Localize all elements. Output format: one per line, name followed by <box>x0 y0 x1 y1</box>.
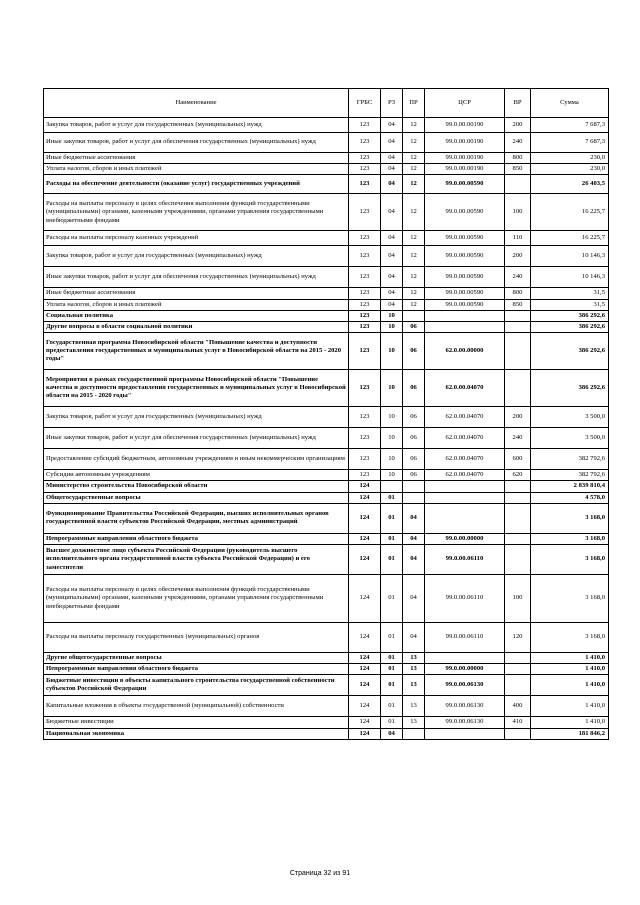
cell-pr: 12 <box>403 164 425 175</box>
cell-grbs: 123 <box>349 310 381 321</box>
cell-csr <box>425 322 505 333</box>
cell-vr <box>505 728 531 739</box>
cell-sum: 3 168,0 <box>531 533 609 544</box>
cell-pr: 12 <box>403 133 425 153</box>
cell-pr: 04 <box>403 533 425 544</box>
cell-csr: 99.0.00.06130 <box>425 696 505 717</box>
table-row <box>44 664 609 675</box>
cell-sum: 181 846,2 <box>531 728 609 739</box>
cell-grbs: 123 <box>349 299 381 310</box>
cell-grbs: 123 <box>349 164 381 175</box>
budget-table <box>43 88 609 740</box>
cell-vr: 600 <box>505 449 531 470</box>
cell-vr <box>505 503 531 533</box>
cell-csr: 62.0.00.04070 <box>425 407 505 428</box>
cell-rz: 10 <box>381 407 403 428</box>
cell-pr <box>403 728 425 739</box>
cell-grbs: 124 <box>349 696 381 717</box>
cell-sum: 386 292,6 <box>531 333 609 370</box>
cell-rz: 01 <box>381 664 403 675</box>
cell-vr: 200 <box>505 118 531 133</box>
cell-csr: 99.0.00.06130 <box>425 717 505 728</box>
cell-grbs: 123 <box>349 288 381 299</box>
cell-grbs: 124 <box>349 492 381 503</box>
table-row <box>44 288 609 299</box>
cell-name: Закупка товаров, работ и услуг для государственных (муниципальных) нужд <box>44 407 349 428</box>
table-row <box>44 653 609 664</box>
cell-name: Национальная экономика <box>44 728 349 739</box>
header-grbs: ГРБС <box>349 89 381 118</box>
cell-pr: 12 <box>403 231 425 246</box>
cell-vr <box>505 310 531 321</box>
cell-name: Социальная политика <box>44 310 349 321</box>
cell-name: Расходы на выплаты персоналу государственных (муниципальных) органов <box>44 623 349 653</box>
cell-rz: 04 <box>381 728 403 739</box>
table-row <box>44 370 609 407</box>
cell-grbs: 124 <box>349 545 381 575</box>
cell-csr: 62.0.00.04070 <box>425 449 505 470</box>
cell-csr <box>425 653 505 664</box>
cell-pr <box>403 481 425 492</box>
cell-vr <box>505 533 531 544</box>
cell-sum: 2 839 810,4 <box>531 481 609 492</box>
cell-grbs: 124 <box>349 575 381 623</box>
cell-csr: 99.0.00.00000 <box>425 664 505 675</box>
cell-grbs: 123 <box>349 246 381 267</box>
cell-name: Капитальные вложения в объекты государственной (муниципальной) собственности <box>44 696 349 717</box>
table-row <box>44 164 609 175</box>
table-row <box>44 717 609 728</box>
cell-csr <box>425 310 505 321</box>
cell-sum: 4 578,0 <box>531 492 609 503</box>
cell-name: Предоставление субсидий бюджетным, автономным учреждениям и иным некоммерческим организациям <box>44 449 349 470</box>
cell-grbs: 124 <box>349 728 381 739</box>
cell-csr: 99.0.00.00590 <box>425 175 505 194</box>
page-footer: Страница 32 из 91 <box>289 870 351 877</box>
cell-rz: 01 <box>381 503 403 533</box>
cell-rz: 04 <box>381 118 403 133</box>
cell-pr: 13 <box>403 653 425 664</box>
cell-vr: 850 <box>505 164 531 175</box>
header-rz: РЗ <box>381 89 403 118</box>
cell-csr: 62.0.00.00000 <box>425 333 505 370</box>
cell-rz: 04 <box>381 246 403 267</box>
cell-vr: 110 <box>505 231 531 246</box>
cell-csr: 62.0.00.04070 <box>425 470 505 481</box>
table-row <box>44 175 609 194</box>
cell-vr <box>505 175 531 194</box>
cell-vr <box>505 322 531 333</box>
cell-sum: 3 168,0 <box>531 503 609 533</box>
cell-vr: 120 <box>505 623 531 653</box>
cell-csr: 99.0.00.00590 <box>425 231 505 246</box>
cell-name: Иные бюджетные ассигнования <box>44 153 349 164</box>
cell-sum: 1 410,0 <box>531 653 609 664</box>
cell-grbs: 123 <box>349 194 381 231</box>
cell-rz: 01 <box>381 653 403 664</box>
cell-pr: 12 <box>403 246 425 267</box>
cell-csr: 99.0.00.00190 <box>425 164 505 175</box>
cell-pr: 12 <box>403 267 425 288</box>
cell-sum: 1 410,0 <box>531 664 609 675</box>
cell-vr: 620 <box>505 470 531 481</box>
cell-grbs: 123 <box>349 428 381 449</box>
cell-rz: 04 <box>381 231 403 246</box>
cell-sum: 3 500,0 <box>531 407 609 428</box>
table-row <box>44 728 609 739</box>
table-row <box>44 333 609 370</box>
cell-grbs: 123 <box>349 370 381 407</box>
cell-rz: 01 <box>381 575 403 623</box>
cell-rz: 10 <box>381 370 403 407</box>
cell-pr: 06 <box>403 407 425 428</box>
cell-name: Иные закупки товаров, работ и услуг для обеспечения государственных (муниципальных) нужд <box>44 133 349 153</box>
cell-grbs: 123 <box>349 333 381 370</box>
cell-rz: 01 <box>381 675 403 696</box>
cell-grbs: 123 <box>349 267 381 288</box>
cell-pr: 06 <box>403 333 425 370</box>
cell-vr: 800 <box>505 288 531 299</box>
cell-vr: 410 <box>505 717 531 728</box>
cell-rz: 01 <box>381 623 403 653</box>
cell-rz: 04 <box>381 299 403 310</box>
cell-grbs: 124 <box>349 675 381 696</box>
table-row <box>44 246 609 267</box>
cell-grbs: 124 <box>349 717 381 728</box>
cell-pr <box>403 310 425 321</box>
cell-sum: 230,0 <box>531 153 609 164</box>
cell-rz: 10 <box>381 449 403 470</box>
cell-csr <box>425 503 505 533</box>
cell-grbs: 124 <box>349 503 381 533</box>
cell-csr: 99.0.00.00590 <box>425 246 505 267</box>
table-row <box>44 533 609 544</box>
cell-grbs: 124 <box>349 664 381 675</box>
cell-sum: 7 687,3 <box>531 118 609 133</box>
cell-rz: 10 <box>381 322 403 333</box>
cell-name: Уплата налогов, сборов и иных платежей <box>44 299 349 310</box>
cell-name: Другие общегосударственные вопросы <box>44 653 349 664</box>
table-row <box>44 299 609 310</box>
cell-sum: 3 500,0 <box>531 428 609 449</box>
cell-name: Другие вопросы в области социальной политики <box>44 322 349 333</box>
cell-pr <box>403 492 425 503</box>
cell-vr <box>505 664 531 675</box>
cell-sum: 1 410,0 <box>531 717 609 728</box>
cell-sum: 3 168,0 <box>531 545 609 575</box>
cell-csr: 99.0.00.00190 <box>425 133 505 153</box>
cell-sum: 3 168,0 <box>531 623 609 653</box>
cell-sum: 3 168,0 <box>531 575 609 623</box>
cell-name: Иные бюджетные ассигнования <box>44 288 349 299</box>
cell-rz: 01 <box>381 533 403 544</box>
cell-pr: 13 <box>403 717 425 728</box>
table-row <box>44 231 609 246</box>
cell-csr <box>425 492 505 503</box>
cell-grbs: 123 <box>349 153 381 164</box>
table-row <box>44 153 609 164</box>
table-row <box>44 118 609 133</box>
cell-vr <box>505 333 531 370</box>
header-sum: Сумма <box>531 89 609 118</box>
cell-pr: 13 <box>403 675 425 696</box>
cell-csr: 99.0.00.00190 <box>425 153 505 164</box>
cell-rz: 10 <box>381 428 403 449</box>
header-name: Наименование <box>44 89 349 118</box>
cell-csr: 62.0.00.04070 <box>425 428 505 449</box>
cell-name: Закупка товаров, работ и услуг для государственных (муниципальных) нужд <box>44 118 349 133</box>
cell-pr: 12 <box>403 288 425 299</box>
cell-pr: 04 <box>403 503 425 533</box>
cell-name: Уплата налогов, сборов и иных платежей <box>44 164 349 175</box>
cell-name: Иные закупки товаров, работ и услуг для обеспечения государственных (муниципальных) нужд <box>44 428 349 449</box>
cell-rz: 10 <box>381 470 403 481</box>
cell-vr: 200 <box>505 407 531 428</box>
table-row <box>44 623 609 653</box>
cell-pr: 06 <box>403 449 425 470</box>
cell-name: Государственная программа Новосибирской области "Повышение качества и доступности предоставления государственных и муниципальных услуг в Новосибирской области на 2015 - 2020 годы" <box>44 333 349 370</box>
cell-rz: 04 <box>381 175 403 194</box>
cell-pr: 12 <box>403 153 425 164</box>
cell-csr: 99.0.00.00590 <box>425 194 505 231</box>
cell-csr: 99.0.00.06130 <box>425 675 505 696</box>
cell-name: Расходы на выплаты персоналу в целях обеспечения выполнения функций государственными (муниципальными) органами, казенными учреждениями, органами управления государственными внебюджетными фондами <box>44 575 349 623</box>
cell-name: Расходы на обеспечение деятельности (оказание услуг) государственных учреждений <box>44 175 349 194</box>
cell-csr: 99.0.00.06110 <box>425 545 505 575</box>
cell-vr: 200 <box>505 246 531 267</box>
cell-vr <box>505 370 531 407</box>
cell-sum: 31,5 <box>531 288 609 299</box>
cell-grbs: 123 <box>349 231 381 246</box>
table-row <box>44 310 609 321</box>
table-row <box>44 470 609 481</box>
cell-sum: 386 292,6 <box>531 322 609 333</box>
cell-sum: 1 410,0 <box>531 675 609 696</box>
cell-grbs: 124 <box>349 481 381 492</box>
cell-rz: 01 <box>381 717 403 728</box>
cell-grbs: 123 <box>349 407 381 428</box>
cell-vr: 240 <box>505 133 531 153</box>
cell-vr <box>505 545 531 575</box>
cell-pr: 04 <box>403 575 425 623</box>
cell-pr: 12 <box>403 118 425 133</box>
table-row <box>44 545 609 575</box>
cell-vr <box>505 675 531 696</box>
table-row <box>44 407 609 428</box>
cell-pr: 13 <box>403 696 425 717</box>
table-row <box>44 194 609 231</box>
table-row <box>44 428 609 449</box>
cell-rz: 04 <box>381 288 403 299</box>
cell-name: Бюджетные инвестиции <box>44 717 349 728</box>
cell-vr: 240 <box>505 267 531 288</box>
cell-grbs: 123 <box>349 133 381 153</box>
cell-csr <box>425 728 505 739</box>
cell-name: Расходы на выплаты персоналу казенных учреждений <box>44 231 349 246</box>
cell-vr: 100 <box>505 194 531 231</box>
cell-grbs: 123 <box>349 449 381 470</box>
cell-rz: 01 <box>381 492 403 503</box>
table-row <box>44 449 609 470</box>
cell-sum: 16 225,7 <box>531 194 609 231</box>
cell-grbs: 123 <box>349 175 381 194</box>
cell-name: Функционирование Правительства Российской Федерации, высших исполнительных органов государственной власти субъектов Российской Федерации, местных администраций <box>44 503 349 533</box>
cell-name: Непрограммные направления областного бюджета <box>44 664 349 675</box>
cell-sum: 10 146,3 <box>531 246 609 267</box>
cell-sum: 382 792,6 <box>531 470 609 481</box>
cell-rz: 01 <box>381 545 403 575</box>
cell-grbs: 123 <box>349 470 381 481</box>
cell-vr <box>505 492 531 503</box>
cell-pr: 06 <box>403 370 425 407</box>
header-csr: ЦСР <box>425 89 505 118</box>
cell-rz: 04 <box>381 267 403 288</box>
cell-rz: 04 <box>381 164 403 175</box>
table-row <box>44 503 609 533</box>
cell-grbs: 123 <box>349 118 381 133</box>
cell-sum: 7 687,3 <box>531 133 609 153</box>
cell-pr: 12 <box>403 299 425 310</box>
cell-vr: 850 <box>505 299 531 310</box>
cell-rz: 10 <box>381 333 403 370</box>
cell-pr: 04 <box>403 623 425 653</box>
cell-vr: 240 <box>505 428 531 449</box>
cell-name: Высшее должностное лицо субъекта Российской Федерации (руководитель высшего исполнительного органа государственной власти субъекта Российской Федерации) и его заместители <box>44 545 349 575</box>
cell-pr: 13 <box>403 664 425 675</box>
cell-csr: 99.0.00.00000 <box>425 533 505 544</box>
table-row <box>44 675 609 696</box>
cell-csr <box>425 481 505 492</box>
cell-pr: 12 <box>403 175 425 194</box>
cell-grbs: 124 <box>349 653 381 664</box>
cell-pr: 06 <box>403 428 425 449</box>
cell-name: Мероприятия в рамках государственной программы Новосибирской области "Повышение качества и доступности предоставления государственных и муниципальных услуг в Новосибирской области на 2015 - 2020 годы" <box>44 370 349 407</box>
table-body <box>44 118 609 740</box>
cell-pr: 04 <box>403 545 425 575</box>
cell-name: Иные закупки товаров, работ и услуг для обеспечения государственных (муниципальных) нужд <box>44 267 349 288</box>
table-row <box>44 133 609 153</box>
table-row <box>44 696 609 717</box>
table-row <box>44 575 609 623</box>
cell-name: Субсидии автономным учреждениям <box>44 470 349 481</box>
cell-name: Министерство строительства Новосибирской области <box>44 481 349 492</box>
cell-sum: 230,0 <box>531 164 609 175</box>
cell-sum: 386 292,6 <box>531 370 609 407</box>
cell-csr: 62.0.00.04070 <box>425 370 505 407</box>
cell-sum: 31,5 <box>531 299 609 310</box>
cell-csr: 99.0.00.06110 <box>425 623 505 653</box>
cell-vr: 100 <box>505 575 531 623</box>
cell-grbs: 123 <box>349 322 381 333</box>
cell-grbs: 124 <box>349 623 381 653</box>
cell-sum: 16 225,7 <box>531 231 609 246</box>
table-header-row <box>44 89 609 118</box>
cell-rz: 04 <box>381 133 403 153</box>
cell-pr: 06 <box>403 322 425 333</box>
cell-pr: 12 <box>403 194 425 231</box>
cell-rz: 10 <box>381 310 403 321</box>
cell-sum: 382 792,6 <box>531 449 609 470</box>
table-row <box>44 481 609 492</box>
cell-sum: 1 410,0 <box>531 696 609 717</box>
table-row <box>44 492 609 503</box>
cell-vr <box>505 481 531 492</box>
cell-sum: 386 292,6 <box>531 310 609 321</box>
table-row <box>44 267 609 288</box>
cell-csr: 99.0.00.00590 <box>425 299 505 310</box>
cell-csr: 99.0.00.00190 <box>425 118 505 133</box>
table-row <box>44 322 609 333</box>
cell-csr: 99.0.00.00590 <box>425 288 505 299</box>
cell-name: Закупка товаров, работ и услуг для государственных (муниципальных) нужд <box>44 246 349 267</box>
header-pr: ПР <box>403 89 425 118</box>
cell-rz: 04 <box>381 194 403 231</box>
cell-csr: 99.0.00.00590 <box>425 267 505 288</box>
cell-csr: 99.0.00.06110 <box>425 575 505 623</box>
cell-name: Бюджетные инвестиции в объекты капитального строительства государственной собственности субъектов Российской Федерации <box>44 675 349 696</box>
cell-sum: 10 146,3 <box>531 267 609 288</box>
cell-grbs: 124 <box>349 533 381 544</box>
header-vr: ВР <box>505 89 531 118</box>
cell-name: Расходы на выплаты персоналу в целях обеспечения выполнения функций государственными (муниципальными) органами, казенными учреждениями, органами управления государственными внебюджетными фондами <box>44 194 349 231</box>
cell-pr: 06 <box>403 470 425 481</box>
cell-rz <box>381 481 403 492</box>
cell-rz: 01 <box>381 696 403 717</box>
cell-name: Непрограммные направления областного бюджета <box>44 533 349 544</box>
cell-name: Общегосударственные вопросы <box>44 492 349 503</box>
cell-vr <box>505 653 531 664</box>
cell-rz: 04 <box>381 153 403 164</box>
cell-vr: 400 <box>505 696 531 717</box>
cell-sum: 26 403,5 <box>531 175 609 194</box>
cell-vr: 800 <box>505 153 531 164</box>
